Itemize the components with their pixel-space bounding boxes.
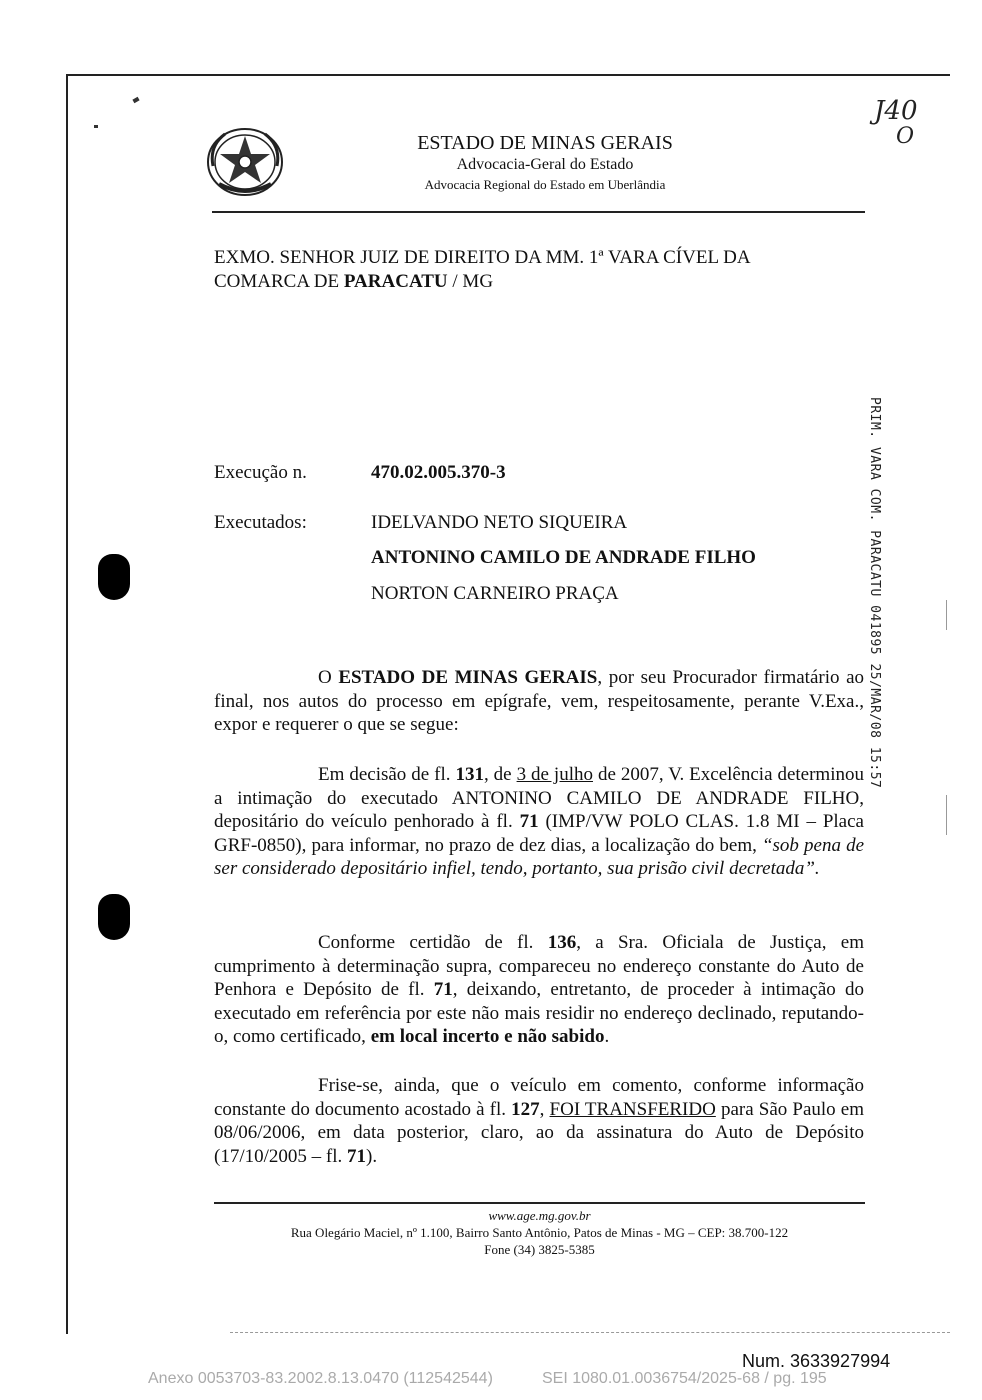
execucao-number: 470.02.005.370-3 bbox=[371, 462, 506, 483]
text-run-bold: em local incerto e não sabido bbox=[370, 1026, 605, 1047]
executado-item: ANTONINO CAMILO DE ANDRADE FILHO bbox=[371, 547, 756, 568]
text-run: ). bbox=[366, 1145, 378, 1167]
scan-line bbox=[946, 600, 947, 630]
scan-speck bbox=[132, 97, 139, 103]
text-run-underline: FOI TRANSFERIDO bbox=[549, 1098, 716, 1120]
header-office: Advocacia Regional do Estado em Uberlândia bbox=[424, 177, 666, 192]
paragraph-intro bbox=[214, 666, 864, 737]
executados-label: Executados: bbox=[214, 512, 307, 533]
text-run: (IMP/VW POLO CLAS. 1.8 MI – Placa GRF-0850), para informar, no prazo de dez dias, a localização do bem, bbox=[214, 811, 864, 856]
scan-speck bbox=[94, 125, 98, 128]
protocol-stamp: PRIM. VARA COM. PARACATU 041895 25/MAR/08 15:57 bbox=[867, 397, 882, 789]
handwritten-page-number: J40 bbox=[874, 96, 918, 126]
text-run-bold: ESTADO DE MINAS GERAIS bbox=[338, 667, 598, 688]
text-run: Em decisão de fl. bbox=[318, 764, 456, 785]
text-run: . bbox=[604, 1026, 610, 1047]
annex-reference: Anexo 0053703-83.2002.8.13.0470 (112542544) bbox=[148, 1370, 493, 1387]
paragraph-certidao bbox=[214, 931, 864, 1049]
footer-phone: Fone (34) 3825-5385 bbox=[484, 1242, 595, 1257]
footer-website: www.age.mg.gov.br bbox=[488, 1208, 591, 1223]
text-run-bold: 136 bbox=[547, 932, 577, 953]
text-run: , deixando, entretanto, de proceder à intimação do executado em referência por este não mais residir no endereço declinado, reputando-o, como certificado, bbox=[214, 979, 864, 1047]
text-run-bold: 127 bbox=[511, 1098, 540, 1120]
executado-item: IDELVANDO NETO SIQUEIRA bbox=[371, 512, 628, 533]
text-run: , bbox=[539, 1098, 550, 1120]
addressee-line1: EXMO. SENHOR JUIZ DE DIREITO DA MM. 1ª VARA CÍVEL DA bbox=[214, 247, 751, 268]
text-run: , por seu Procurador firmatário ao final, nos autos do processo em epígrafe, vem, respeitosamente, perante V.Exa., expor e requerer o que se segue: bbox=[214, 667, 864, 735]
handwritten-mark: O bbox=[896, 124, 915, 149]
text-run: , a Sra. Oficiala de Justiça, em cumprimento à determinação supra, compareceu no endereço constante do Auto de Penhora e Depósito de fl. bbox=[214, 932, 864, 1000]
header-divider bbox=[212, 211, 865, 213]
document-number: Num. 3633927994 bbox=[742, 1351, 891, 1371]
scan-line bbox=[946, 795, 947, 835]
text-run-italic: “sob pena de ser considerado depositário infiel, tendo, portanto, sua prisão civil decretada”. bbox=[214, 834, 865, 879]
footer-divider bbox=[214, 1202, 865, 1204]
execucao-label: Execução n. bbox=[214, 462, 307, 483]
text-run-underline: 3 de julho bbox=[516, 764, 593, 785]
addressee-comarca: COMARCA DE bbox=[214, 270, 344, 292]
text-run-bold: 131 bbox=[455, 764, 484, 785]
footer-address: Rua Olegário Maciel, nº 1.100, Bairro Santo Antônio, Patos de Minas - MG – CEP: 38.700-122 bbox=[290, 1225, 789, 1240]
sei-reference: SEI 1080.01.0036754/2025-68 / pg. 195 bbox=[542, 1370, 827, 1387]
paragraph-decision bbox=[214, 763, 864, 881]
text-run: Frise-se, ainda, que o veículo em comento, conforme informação constante do documento acostado à fl. bbox=[214, 1075, 864, 1120]
addressee bbox=[214, 246, 864, 293]
text-run-bold: 71 bbox=[433, 979, 453, 1000]
page-frame-bottom bbox=[230, 1332, 950, 1333]
addressee-state: / MG bbox=[447, 270, 494, 292]
text-run-bold: 71 bbox=[347, 1145, 366, 1167]
paragraph-transfer bbox=[214, 1074, 864, 1168]
punch-hole bbox=[98, 894, 130, 940]
header-title: ESTADO DE MINAS GERAIS bbox=[417, 132, 673, 154]
text-run: Conforme certidão de fl. bbox=[318, 932, 548, 953]
state-crest-icon bbox=[205, 126, 285, 198]
addressee-city: PARACATU bbox=[343, 270, 448, 292]
text-run: , de bbox=[483, 764, 517, 785]
text-run: O bbox=[318, 667, 339, 688]
punch-hole bbox=[98, 554, 130, 600]
page-frame-top bbox=[66, 74, 950, 76]
executado-item: NORTON CARNEIRO PRAÇA bbox=[371, 583, 619, 604]
addressee-line2 bbox=[214, 270, 864, 294]
text-run: para São Paulo em 08/06/2006, em data posterior, claro, ao da assinatura do Auto de Depósito (17/10/2005 – fl. bbox=[214, 1098, 864, 1167]
page-frame-left bbox=[66, 74, 68, 1334]
text-run: de 2007, V. Excelência determinou a intimação do executado ANTONINO CAMILO DE ANDRADE FILHO, depositário do veículo penhorado à fl. bbox=[214, 764, 864, 832]
header-subtitle: Advocacia-Geral do Estado bbox=[456, 156, 634, 173]
text-run-bold: 71 bbox=[519, 811, 539, 832]
